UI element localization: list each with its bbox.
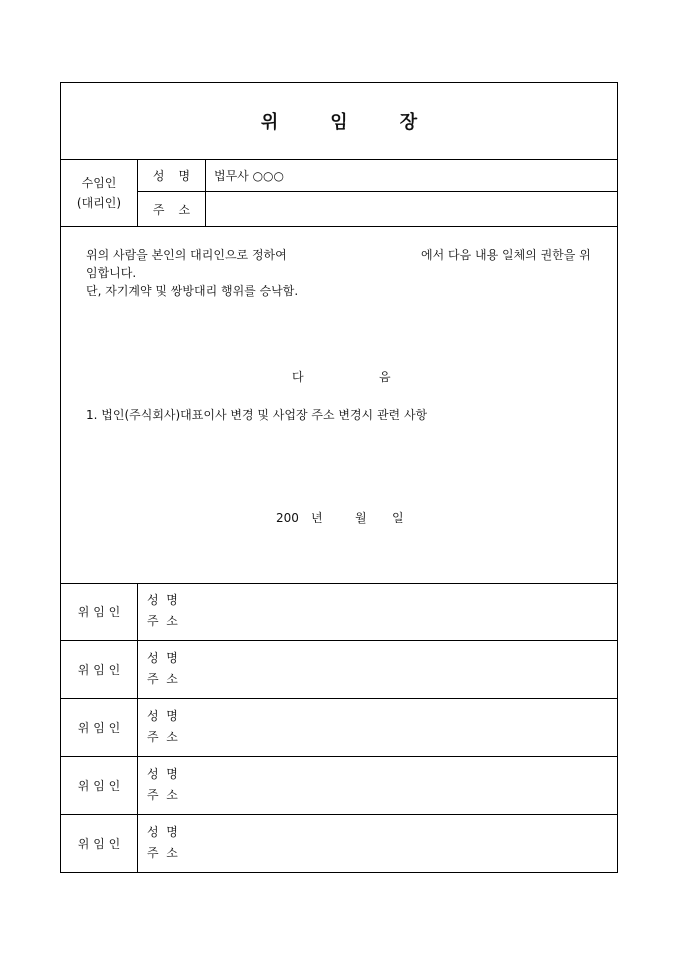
grantor-label: 위 임 인 bbox=[61, 699, 138, 756]
grantor-address-label: 주 소 bbox=[147, 846, 178, 860]
grantor-label: 위 임 인 bbox=[61, 815, 138, 872]
grantor-row bbox=[61, 815, 617, 872]
grantor-name-label: 성 명 bbox=[147, 593, 178, 607]
power-of-attorney-form bbox=[60, 82, 618, 873]
date-day-unit: 일 bbox=[392, 511, 404, 525]
document-title bbox=[61, 83, 617, 159]
body-line1-right: 에서 다음 내용 일체의 권한을 위 bbox=[421, 248, 591, 262]
grantor-label: 위 임 인 bbox=[61, 757, 138, 814]
agent-address-value[interactable] bbox=[206, 192, 617, 226]
agent-section bbox=[61, 159, 617, 227]
grantor-label: 위 임 인 bbox=[61, 583, 138, 640]
grantor-label: 위 임 인 bbox=[61, 641, 138, 698]
date-year: 200 bbox=[276, 511, 299, 525]
grantor-address-label: 주 소 bbox=[147, 614, 178, 628]
grantor-address-label: 주 소 bbox=[147, 730, 178, 744]
grantor-name-label: 성 명 bbox=[147, 767, 178, 781]
grantor-name-label: 성 명 bbox=[147, 709, 178, 723]
grantor-name-label: 성 명 bbox=[147, 825, 178, 839]
agent-label-line2: (대리인) bbox=[76, 195, 122, 210]
heading-eum: 음 bbox=[379, 370, 391, 384]
agent-label bbox=[61, 159, 138, 226]
body-line3: 단, 자기계약 및 쌍방대리 행위를 승낙함. bbox=[86, 284, 299, 298]
grantor-row bbox=[61, 757, 617, 815]
agent-label-line1: 수임인 bbox=[81, 175, 117, 190]
grantor-row bbox=[61, 641, 617, 699]
date-month-unit: 월 bbox=[355, 511, 367, 525]
item-1: 1. 법인(주식회사)대표이사 변경 및 사업장 주소 변경시 관련 사항 bbox=[86, 408, 428, 422]
title-row bbox=[61, 83, 617, 160]
date-year-unit: 년 bbox=[311, 511, 323, 525]
grantor-address-label: 주 소 bbox=[147, 672, 178, 686]
grantor-address-label: 주 소 bbox=[147, 788, 178, 802]
title-char-2: 임 bbox=[330, 112, 348, 133]
grantor-name-label: 성 명 bbox=[147, 651, 178, 665]
agent-address-label: 주 소 bbox=[138, 192, 206, 226]
agent-name-label: 성 명 bbox=[138, 159, 206, 192]
grantor-row bbox=[61, 699, 617, 757]
agent-name-value[interactable]: 법무사 ○○○ bbox=[206, 159, 617, 192]
grantor-row bbox=[61, 583, 617, 641]
heading-da: 다 bbox=[292, 370, 304, 384]
body-line2: 임합니다. bbox=[86, 266, 137, 280]
body-line1-left: 위의 사람을 본인의 대리인으로 정하여 bbox=[86, 248, 287, 262]
delegation-body bbox=[61, 226, 617, 584]
title-char-3: 장 bbox=[399, 112, 418, 133]
title-char-1: 위 bbox=[260, 112, 279, 133]
